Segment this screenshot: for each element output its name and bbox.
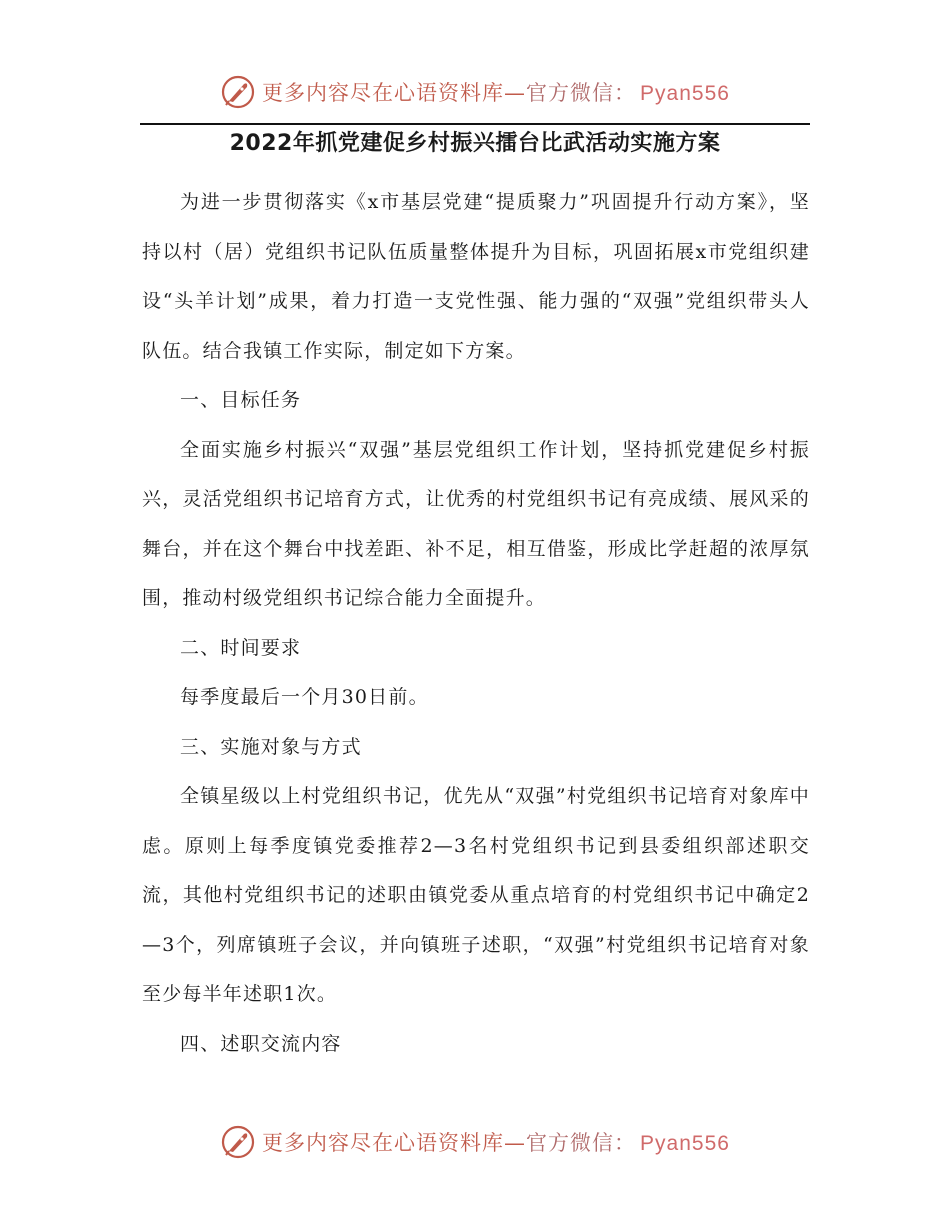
- paragraph-goals: 全面实施乡村振兴“双强”基层党组织工作计划，坚持抓党建促乡村振兴，灵活党组织书记培育方式，让优秀的村党组织书记有亮成绩、展风采的舞台，并在这个舞台中找差距、补不足，相互借鉴，形成比学赶超的浓厚氛围，推动村级党组织书记综合能力全面提升。: [142, 438, 810, 609]
- section-heading-1: 一、目标任务: [180, 389, 302, 411]
- quill-pen-icon: [220, 1124, 256, 1160]
- document-title: 2022年抓党建促乡村振兴擂台比武活动实施方案: [229, 131, 721, 156]
- paragraph-intro: 为进一步贯彻落实《x市基层党建“提质聚力”巩固提升行动方案》，坚持以村（居）党组织书记队伍质量整体提升为目标，巩固拓展x市党组织建设“头羊计划”成果，着力打造一支党性强、能力强的“双强”党组织带头人队伍。结合我镇工作实际，制定如下方案。: [142, 191, 810, 362]
- brand-text: [262, 1127, 730, 1157]
- brand-name: 更多内容尽在心语资料库: [262, 1131, 505, 1155]
- separator: —: [504, 1131, 527, 1155]
- section-heading-4: 四、述职交流内容: [180, 1032, 342, 1055]
- paragraph-time: 每季度最后一个月30日前。: [180, 686, 429, 708]
- wechat-id: Pyan556: [640, 82, 730, 105]
- section-heading-2: 二、时间要求: [180, 636, 302, 659]
- section-heading-3: 三、实施对象与方式: [180, 735, 362, 758]
- header-banner: [0, 70, 950, 114]
- separator: —: [504, 81, 527, 105]
- wechat-label: 官方微信：: [526, 81, 637, 105]
- document-body: [142, 178, 810, 1069]
- header-rule: [140, 123, 810, 125]
- quill-pen-icon: [220, 74, 256, 110]
- paragraph-targets: 全镇星级以上村党组织书记，优先从“双强”村党组织书记培育对象库中虑。原则上每季度镇党委推荐2—3名村党组织书记到县委组织部述职交流，其他村党组织书记的述职由镇党委从重点培育的村党组织书记中确定2—3个，列席镇班子会议，并向镇班子述职，“双强”村党组织书记培育对象至少每半年述职1次。: [142, 785, 810, 1005]
- wechat-id: Pyan556: [640, 1132, 730, 1155]
- footer-banner: [0, 1120, 950, 1164]
- wechat-label: 官方微信：: [526, 1131, 637, 1155]
- brand-text: [262, 77, 730, 107]
- brand-name: 更多内容尽在心语资料库: [262, 81, 505, 105]
